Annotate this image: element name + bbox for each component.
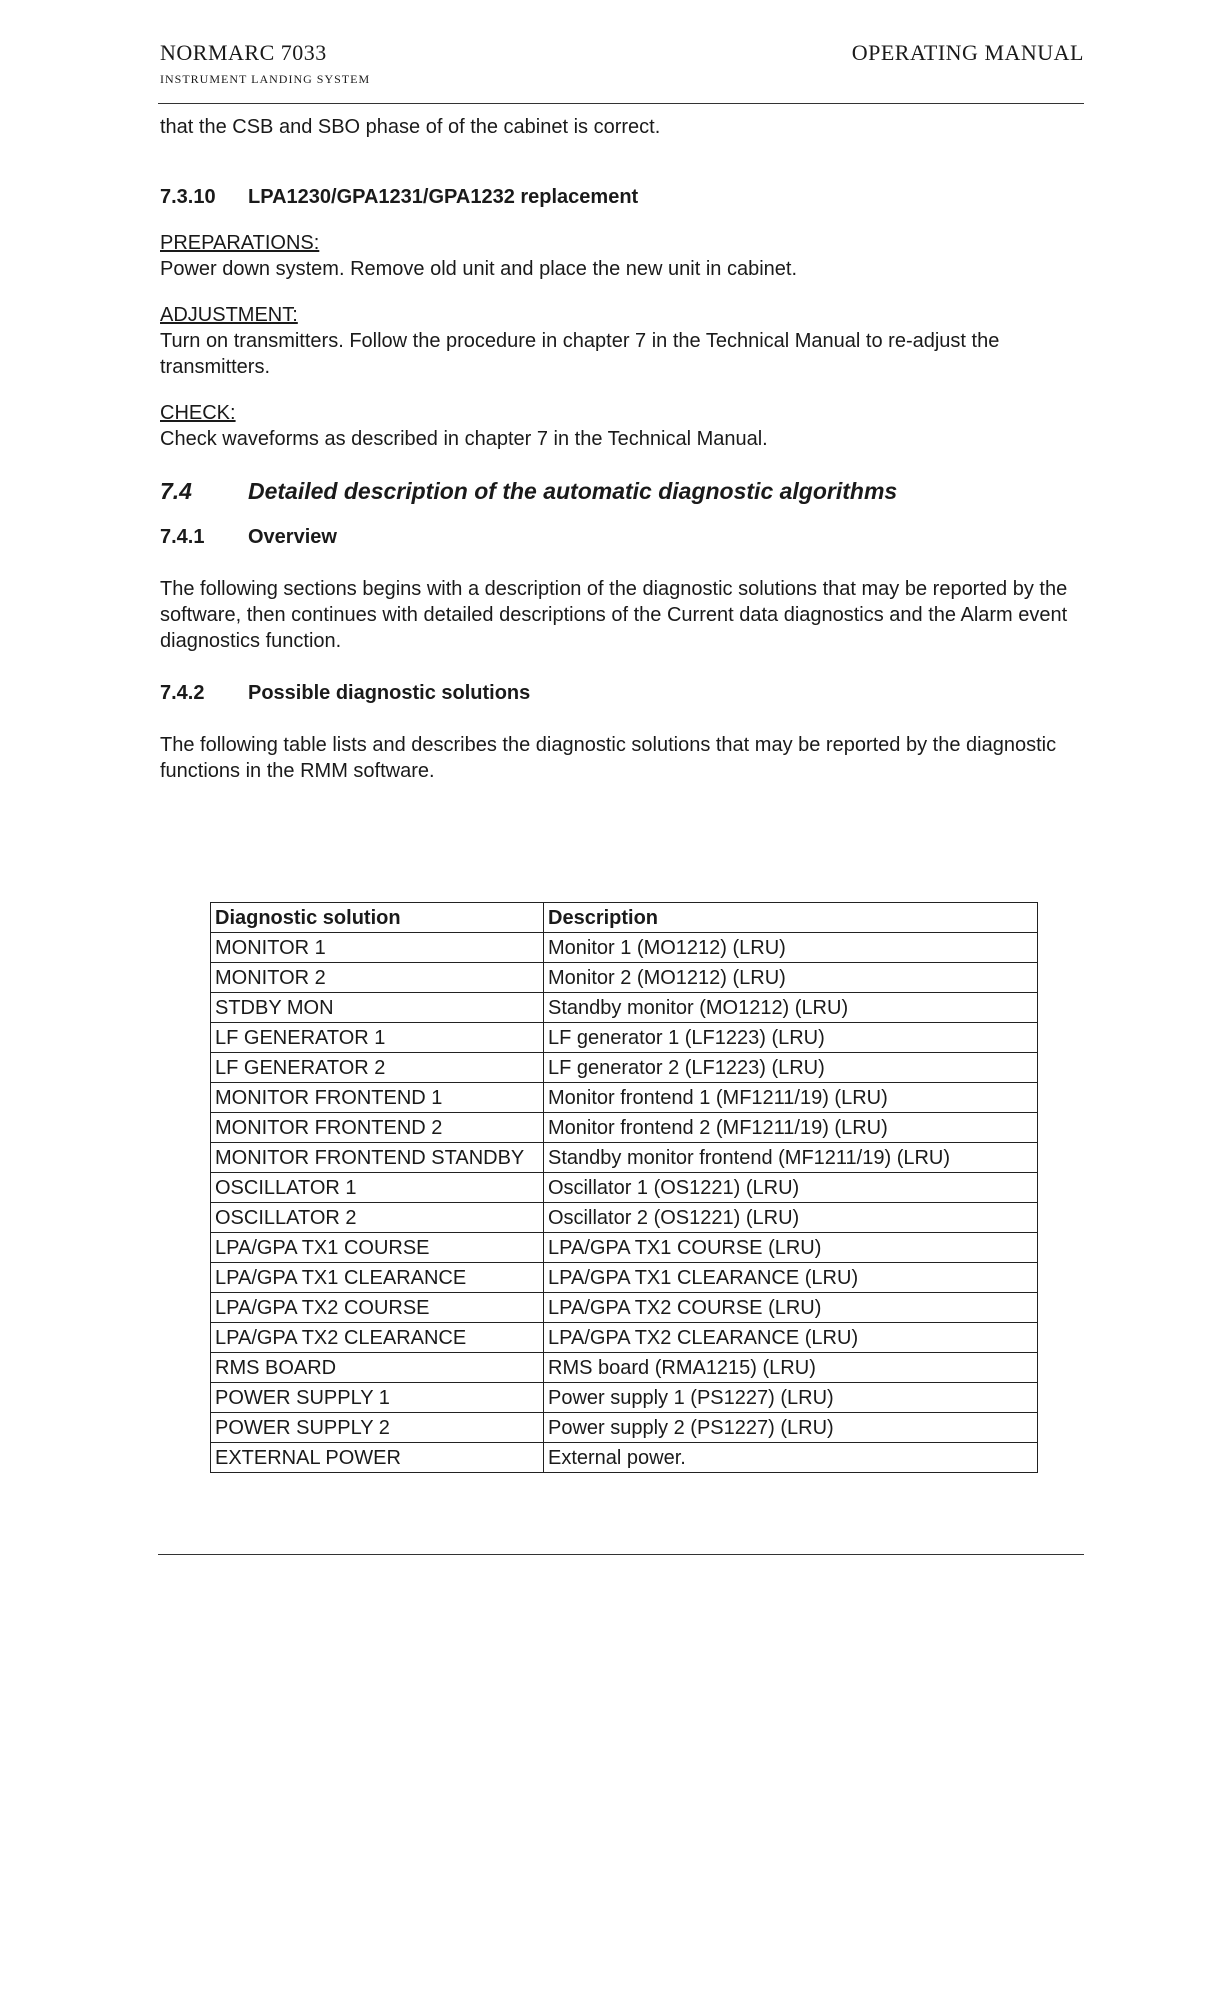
description-cell: Monitor frontend 2 (MF1211/19) (LRU): [544, 1113, 1038, 1143]
table-row: [211, 1143, 1038, 1173]
check-text: Check waveforms as described in chapter 7 in the Technical Manual.: [160, 428, 768, 450]
heading-number: 7.4: [160, 478, 192, 504]
solution-cell: LPA/GPA TX2 COURSE: [211, 1293, 544, 1323]
column-header-solution: Diagnostic solution: [211, 903, 544, 933]
description-cell: RMS board (RMA1215) (LRU): [544, 1353, 1038, 1383]
description-cell: Monitor 2 (MO1212) (LRU): [544, 963, 1038, 993]
solution-cell: POWER SUPPLY 1: [211, 1383, 544, 1413]
description-cell: LPA/GPA TX2 CLEARANCE (LRU): [544, 1323, 1038, 1353]
solution-cell: MONITOR FRONTEND 2: [211, 1113, 544, 1143]
column-header-description: Description: [544, 903, 1038, 933]
solution-cell: LPA/GPA TX1 CLEARANCE: [211, 1263, 544, 1293]
table-row: [211, 1323, 1038, 1353]
description-cell: LPA/GPA TX2 COURSE (LRU): [544, 1293, 1038, 1323]
solution-cell: LPA/GPA TX1 COURSE: [211, 1233, 544, 1263]
table-row: [211, 1083, 1038, 1113]
solution-cell: MONITOR 1: [211, 933, 544, 963]
heading-7-4: [160, 478, 1080, 504]
description-cell: LF generator 2 (LF1223) (LRU): [544, 1053, 1038, 1083]
header-product-title: NORMARC 7033: [160, 40, 327, 65]
table-row: [211, 1233, 1038, 1263]
table-row: [211, 1113, 1038, 1143]
table-row: [211, 1443, 1038, 1473]
page-content: [160, 114, 1080, 784]
preparations-text: Power down system. Remove old unit and place the new unit in cabinet.: [160, 258, 798, 280]
solution-cell: LF GENERATOR 2: [211, 1053, 544, 1083]
description-cell: Standby monitor frontend (MF1211/19) (LRU): [544, 1143, 1038, 1173]
heading-7-3-10: [160, 184, 1080, 210]
heading-text: Detailed description of the automatic diagnostic algorithms: [248, 478, 898, 504]
overview-paragraph: The following sections begins with a description of the diagnostic solutions that may be reported by the software, then continues with detailed descriptions of the Current data diagnostics and the Alarm event diagnostics function.: [160, 578, 1068, 652]
solution-cell: POWER SUPPLY 2: [211, 1413, 544, 1443]
solution-cell: OSCILLATOR 2: [211, 1203, 544, 1233]
running-header-left: [160, 40, 370, 87]
table-header-row: [211, 903, 1038, 933]
table-row: [211, 1353, 1038, 1383]
solution-cell: LPA/GPA TX2 CLEARANCE: [211, 1323, 544, 1353]
solution-cell: STDBY MON: [211, 993, 544, 1023]
table-row: [211, 1173, 1038, 1203]
table-row: [211, 1383, 1038, 1413]
description-cell: Power supply 1 (PS1227) (LRU): [544, 1383, 1038, 1413]
footer-divider: [158, 1554, 1084, 1555]
heading-7-4-2: [160, 680, 1080, 706]
diagnostic-solutions-table: [210, 902, 1038, 1473]
description-cell: LF generator 1 (LF1223) (LRU): [544, 1023, 1038, 1053]
table-row: [211, 1053, 1038, 1083]
heading-text: Possible diagnostic solutions: [248, 682, 531, 704]
heading-number: 7.4.1: [160, 526, 205, 548]
description-cell: Power supply 2 (PS1227) (LRU): [544, 1413, 1038, 1443]
solution-cell: MONITOR 2: [211, 963, 544, 993]
header-product-subtitle: INSTRUMENT LANDING SYSTEM: [160, 72, 371, 86]
intro-paragraph: that the CSB and SBO phase of of the cabinet is correct.: [160, 116, 661, 138]
heading-number: 7.4.2: [160, 682, 205, 704]
table-row: [211, 933, 1038, 963]
table-row: [211, 1023, 1038, 1053]
description-cell: External power.: [544, 1443, 1038, 1473]
description-cell: LPA/GPA TX1 COURSE (LRU): [544, 1233, 1038, 1263]
heading-text: LPA1230/GPA1231/GPA1232 replacement: [248, 186, 639, 208]
description-cell: Oscillator 1 (OS1221) (LRU): [544, 1173, 1038, 1203]
description-cell: Standby monitor (MO1212) (LRU): [544, 993, 1038, 1023]
preparations-label: PREPARATIONS:: [160, 232, 320, 254]
solution-cell: MONITOR FRONTEND 1: [211, 1083, 544, 1113]
table-row: [211, 1293, 1038, 1323]
heading-7-4-1: [160, 524, 1080, 550]
header-manual-title: OPERATING MANUAL: [851, 40, 1084, 65]
table-row: [211, 993, 1038, 1023]
solution-cell: MONITOR FRONTEND STANDBY: [211, 1143, 544, 1173]
description-cell: Monitor frontend 1 (MF1211/19) (LRU): [544, 1083, 1038, 1113]
table-row: [211, 1203, 1038, 1233]
adjustment-label: ADJUSTMENT:: [160, 304, 298, 326]
table-row: [211, 1413, 1038, 1443]
table-row: [211, 963, 1038, 993]
solution-cell: LF GENERATOR 1: [211, 1023, 544, 1053]
header-divider: [158, 103, 1084, 104]
description-cell: LPA/GPA TX1 CLEARANCE (LRU): [544, 1263, 1038, 1293]
solution-cell: EXTERNAL POWER: [211, 1443, 544, 1473]
description-cell: Oscillator 2 (OS1221) (LRU): [544, 1203, 1038, 1233]
table-row: [211, 1263, 1038, 1293]
solution-cell: OSCILLATOR 1: [211, 1173, 544, 1203]
description-cell: Monitor 1 (MO1212) (LRU): [544, 933, 1038, 963]
heading-number: 7.3.10: [160, 186, 216, 208]
solution-cell: RMS BOARD: [211, 1353, 544, 1383]
check-label: CHECK:: [160, 402, 236, 424]
adjustment-text: Turn on transmitters. Follow the procedure in chapter 7 in the Technical Manual to re-adjust the transmitters.: [160, 330, 1000, 378]
heading-text: Overview: [248, 526, 337, 548]
solutions-paragraph: The following table lists and describes the diagnostic solutions that may be reported by the diagnostic functions in the RMM software.: [160, 734, 1057, 782]
